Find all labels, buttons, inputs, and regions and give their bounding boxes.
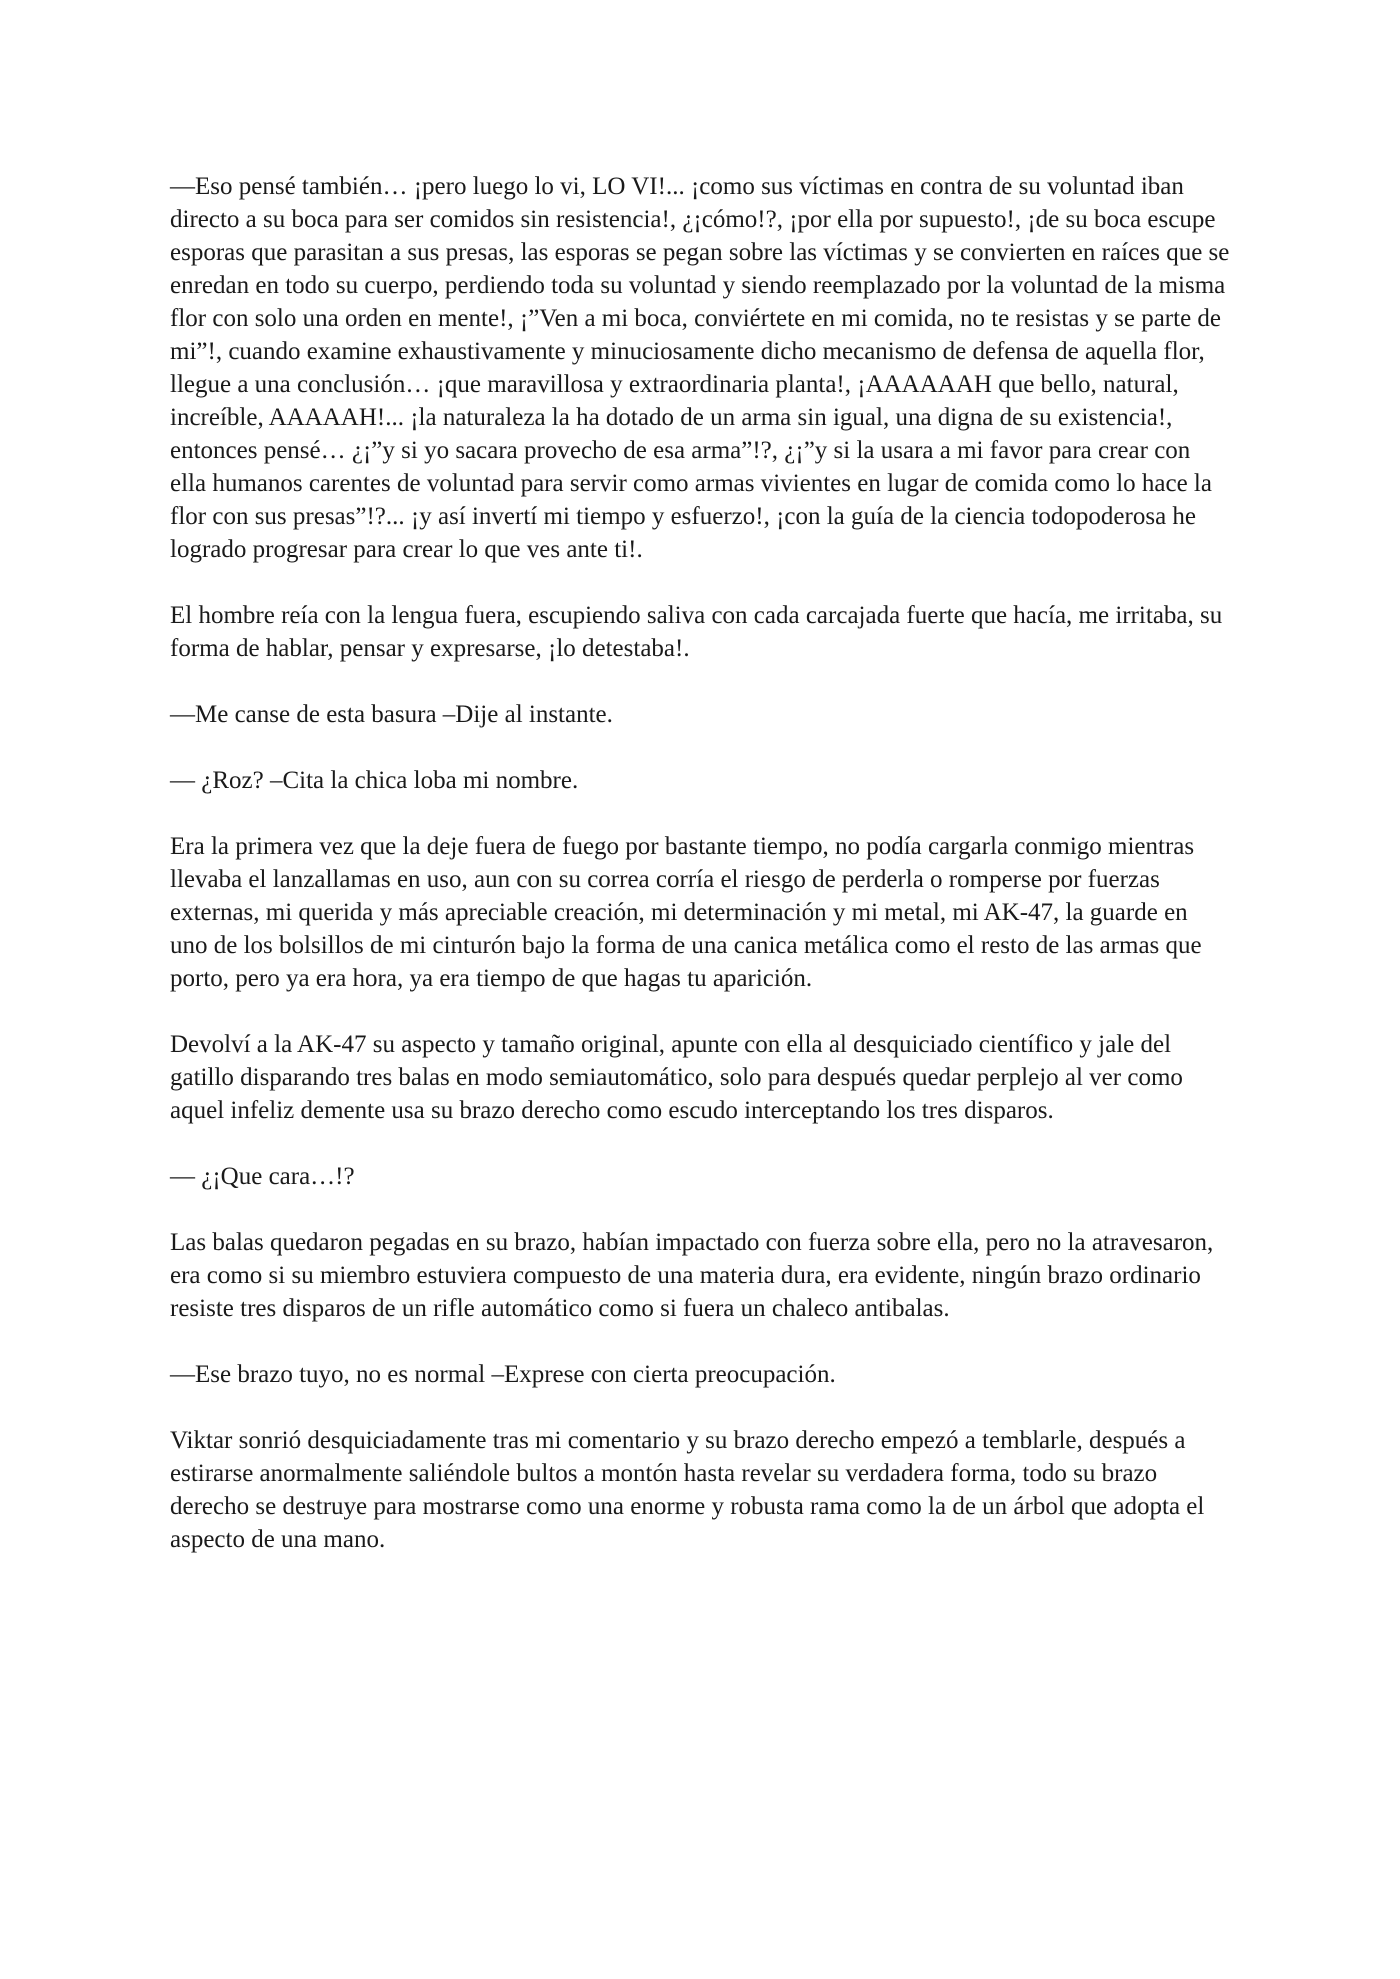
paragraph-10: Viktar sonrió desquiciadamente tras mi comentario y su brazo derecho empezó a temblarle, después a estirarse anormalmente saliéndole bultos a montón hasta revelar su verdadera forma, todo su brazo derecho se destruye para mostrarse como una enorme y robusta rama como la de un árbol que adopta el aspecto de una mano.	[170, 1427, 1205, 1553]
paragraph-1: —Eso pensé también… ¡pero luego lo vi, LO VI!... ¡como sus víctimas en contra de su voluntad iban directo a su boca para ser comidos sin resistencia!, ¿¡cómo!?, ¡por ella por supuesto!, ¡de su boca escupe esporas que parasitan a sus presas, las esporas se pegan sobre las víctimas y se convierten en raíces que se enredan en todo su cuerpo, perdiendo toda su voluntad y siendo reemplazado por la voluntad de la misma flor con solo una orden en mente!, ¡”Ven a mi boca, conviértete en mi comida, no te resistas y se parte de mi”!, cuando examine exhaustivamente y minuciosamente dicho mecanismo de defensa de aquella flor, llegue a una conclusión… ¡que maravillosa y extraordinaria planta!, ¡AAAAAAH que bello, natural, increíble, AAAAAH!... ¡la naturaleza la ha dotado de un arma sin igual, una digna de su existencia!, entonces pensé… ¿¡”y si yo sacara provecho de esa arma”!?, ¿¡”y si la usara a mi favor para crear con ella humanos carentes de voluntad para servir como armas vivientes en lugar de comida como lo hace la flor con sus presas”!?... ¡y así invertí mi tiempo y esfuerzo!, ¡con la guía de la ciencia todopoderosa he logrado progresar para crear lo que ves ante ti!.	[170, 173, 1230, 563]
paragraph-9: —Ese brazo tuyo, no es normal –Exprese con cierta preocupación.	[170, 1361, 836, 1388]
paragraph-7: — ¿¡Que cara…!?	[170, 1163, 355, 1190]
document-page	[170, 170, 1230, 1589]
paragraph-2: El hombre reía con la lengua fuera, escupiendo saliva con cada carcajada fuerte que hacía, me irritaba, su forma de hablar, pensar y expresarse, ¡lo detestaba!.	[170, 602, 1223, 662]
paragraph-6: Devolví a la AK-47 su aspecto y tamaño original, apunte con ella al desquiciado científico y jale del gatillo disparando tres balas en modo semiautomático, solo para después quedar perplejo al ver como aquel infeliz demente usa su brazo derecho como escudo interceptando los tres disparos.	[170, 1031, 1183, 1124]
paragraph-8: Las balas quedaron pegadas en su brazo, habían impactado con fuerza sobre ella, pero no la atravesaron, era como si su miembro estuviera compuesto de una materia dura, era evidente, ningún brazo ordinario resiste tres disparos de un rifle automático como si fuera un chaleco antibalas.	[170, 1229, 1214, 1322]
paragraph-4: — ¿Roz? –Cita la chica loba mi nombre.	[170, 767, 579, 794]
paragraph-3: —Me canse de esta basura –Dije al instante.	[170, 701, 613, 728]
paragraph-5: Era la primera vez que la deje fuera de fuego por bastante tiempo, no podía cargarla conmigo mientras llevaba el lanzallamas en uso, aun con su correa corría el riesgo de perderla o romperse por fuerzas externas, mi querida y más apreciable creación, mi determinación y mi metal, mi AK-47, la guarde en uno de los bolsillos de mi cinturón bajo la forma de una canica metálica como el resto de las armas que porto, pero ya era hora, ya era tiempo de que hagas tu aparición.	[170, 833, 1202, 992]
